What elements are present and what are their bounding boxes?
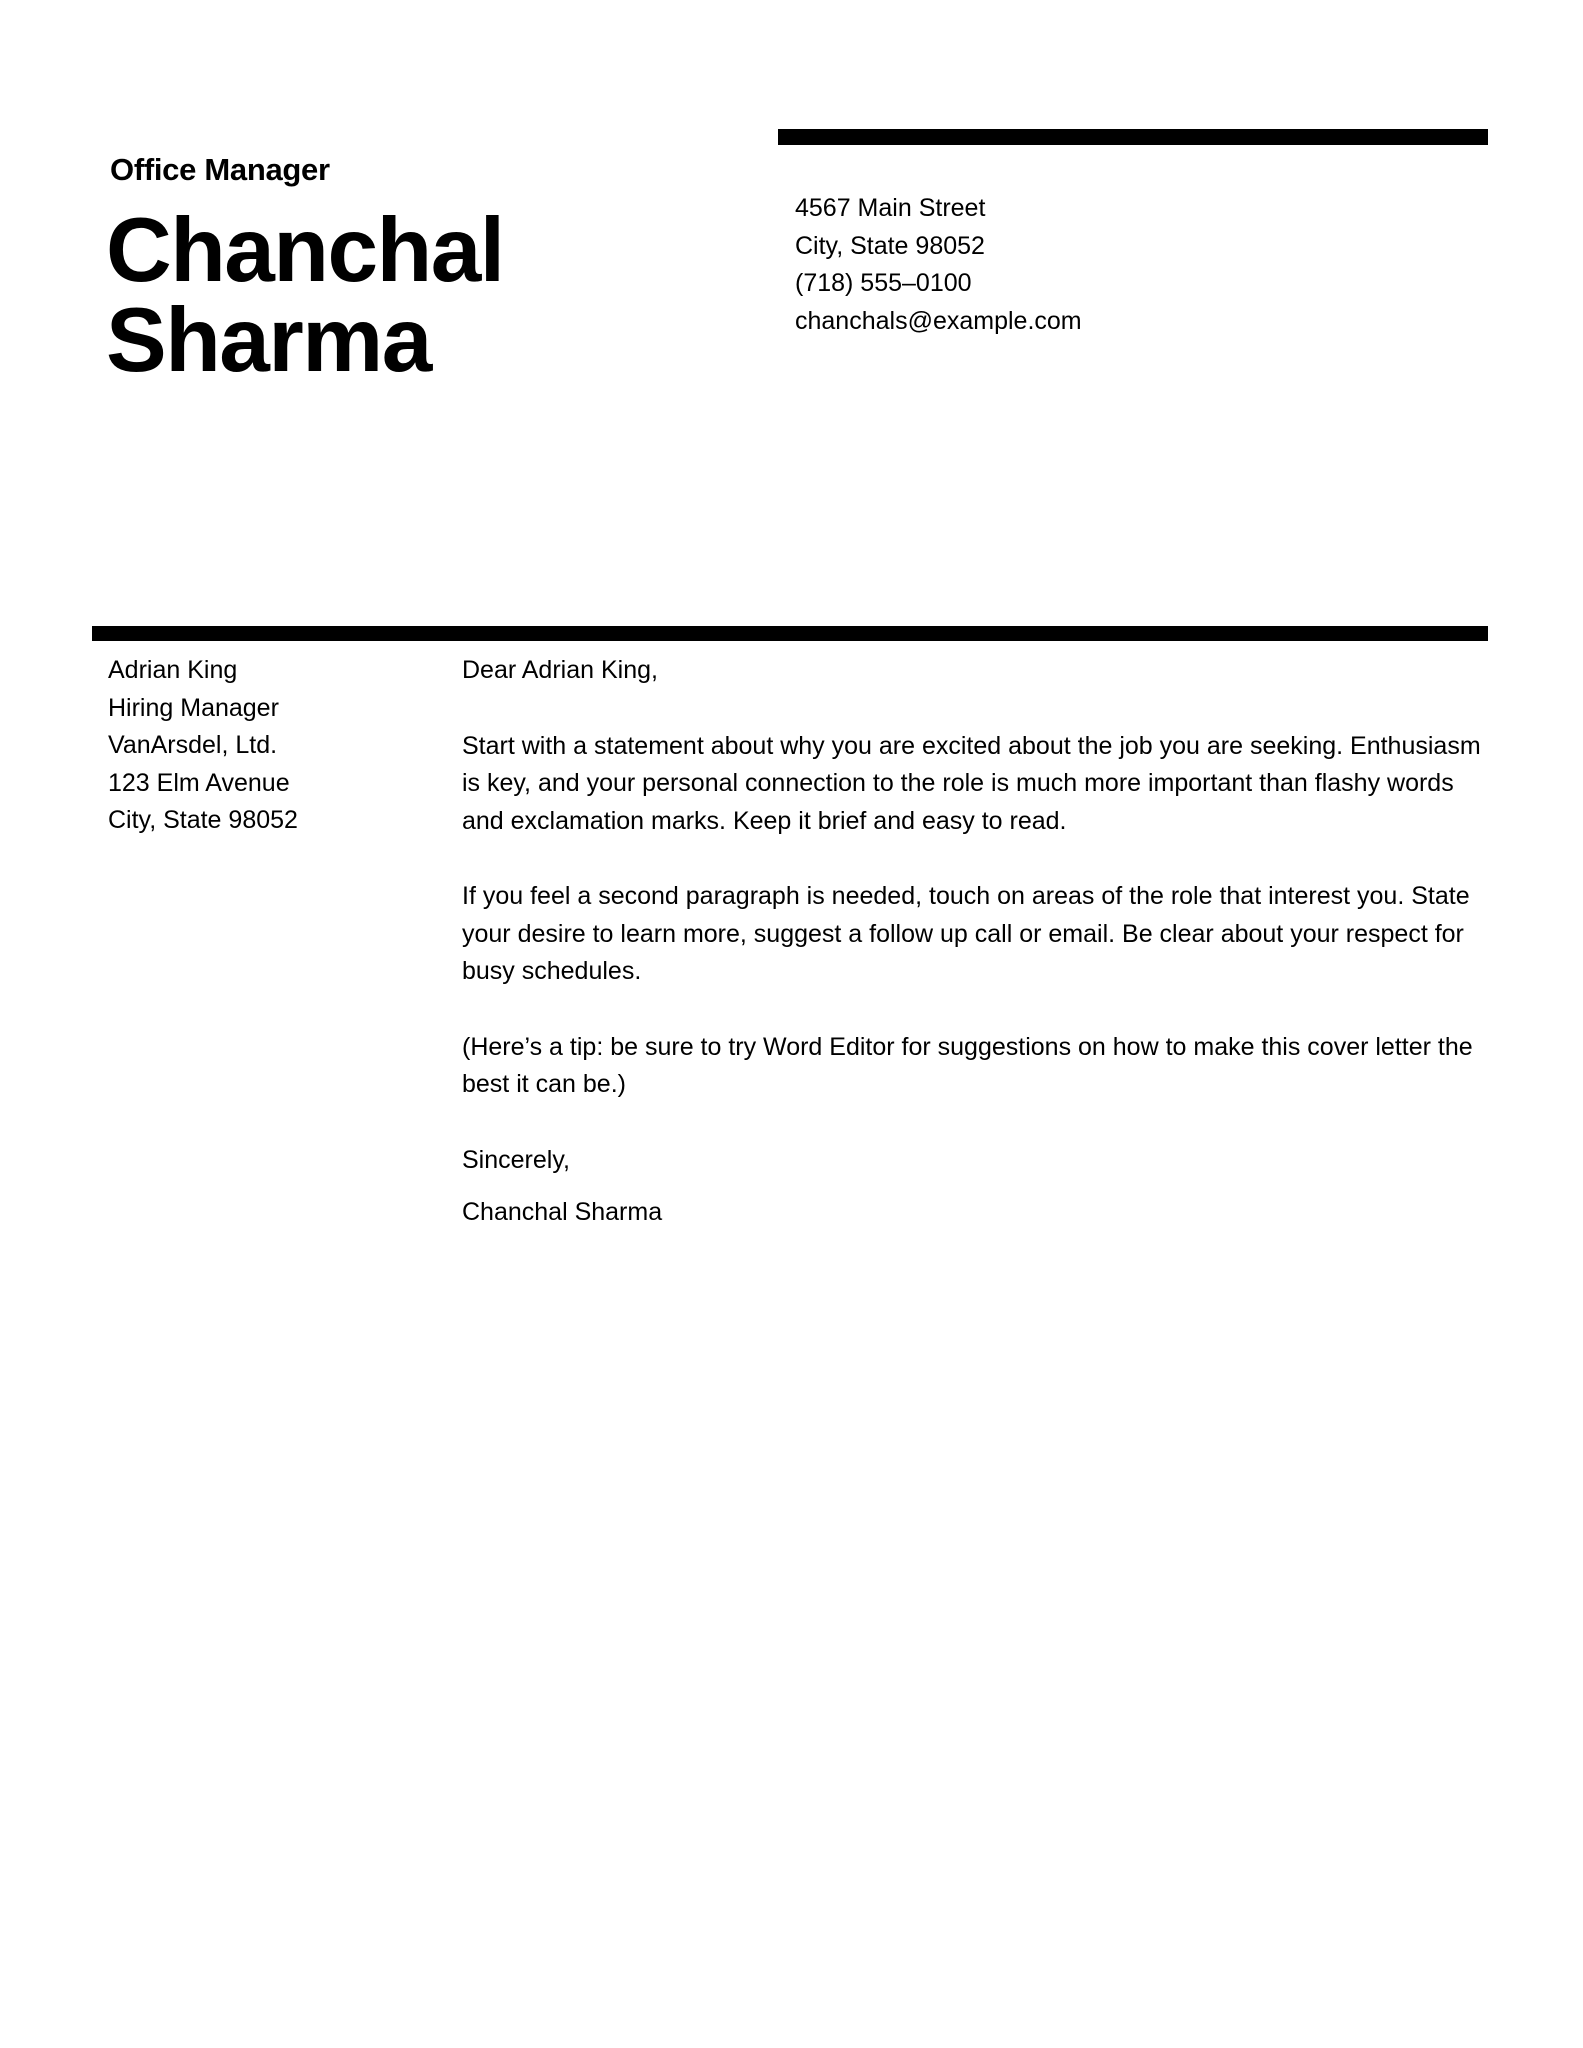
applicant-first-name: Chanchal	[106, 200, 504, 301]
recipient-street: 123 Elm Avenue	[108, 768, 290, 797]
contact-block	[795, 190, 1082, 340]
contact-email: chanchals@example.com	[795, 306, 1082, 335]
recipient-company: VanArsdel, Ltd.	[108, 731, 278, 759]
applicant-name	[106, 200, 504, 391]
divider-rule	[92, 626, 1488, 641]
header-rule	[778, 129, 1488, 145]
recipient-city-state: City, State 98052	[108, 806, 298, 834]
salutation: Dear Adrian King,	[462, 656, 658, 684]
letter-paragraph: If you feel a second paragraph is needed, touch on areas of the role that interest you. State your desire to learn more, suggest a follow up call or email. Be clear about your respect for busy schedules.	[462, 882, 1470, 985]
recipient-title: Hiring Manager	[108, 693, 279, 722]
contact-phone: (718) 555–0100	[795, 269, 972, 297]
letter-body	[462, 652, 1492, 1232]
letter-paragraph: (Here’s a tip: be sure to try Word Editor for suggestions on how to make this cover letter the best it can be.)	[462, 1032, 1473, 1098]
letter-paragraph: Start with a statement about why you are excited about the job you are seeking. Enthusiasm is key, and your personal connection to the role is much more important than flashy words and exclamation marks. Keep it brief and easy to read.	[462, 731, 1481, 835]
signature: Chanchal Sharma	[462, 1198, 663, 1226]
recipient-block	[108, 652, 298, 840]
contact-street: 4567 Main Street	[795, 194, 986, 222]
job-title: Office Manager	[110, 152, 330, 187]
closing: Sincerely,	[462, 1145, 570, 1174]
applicant-last-name: Sharma	[106, 290, 431, 391]
contact-city-state: City, State 98052	[795, 231, 985, 260]
recipient-name: Adrian King	[108, 656, 238, 684]
